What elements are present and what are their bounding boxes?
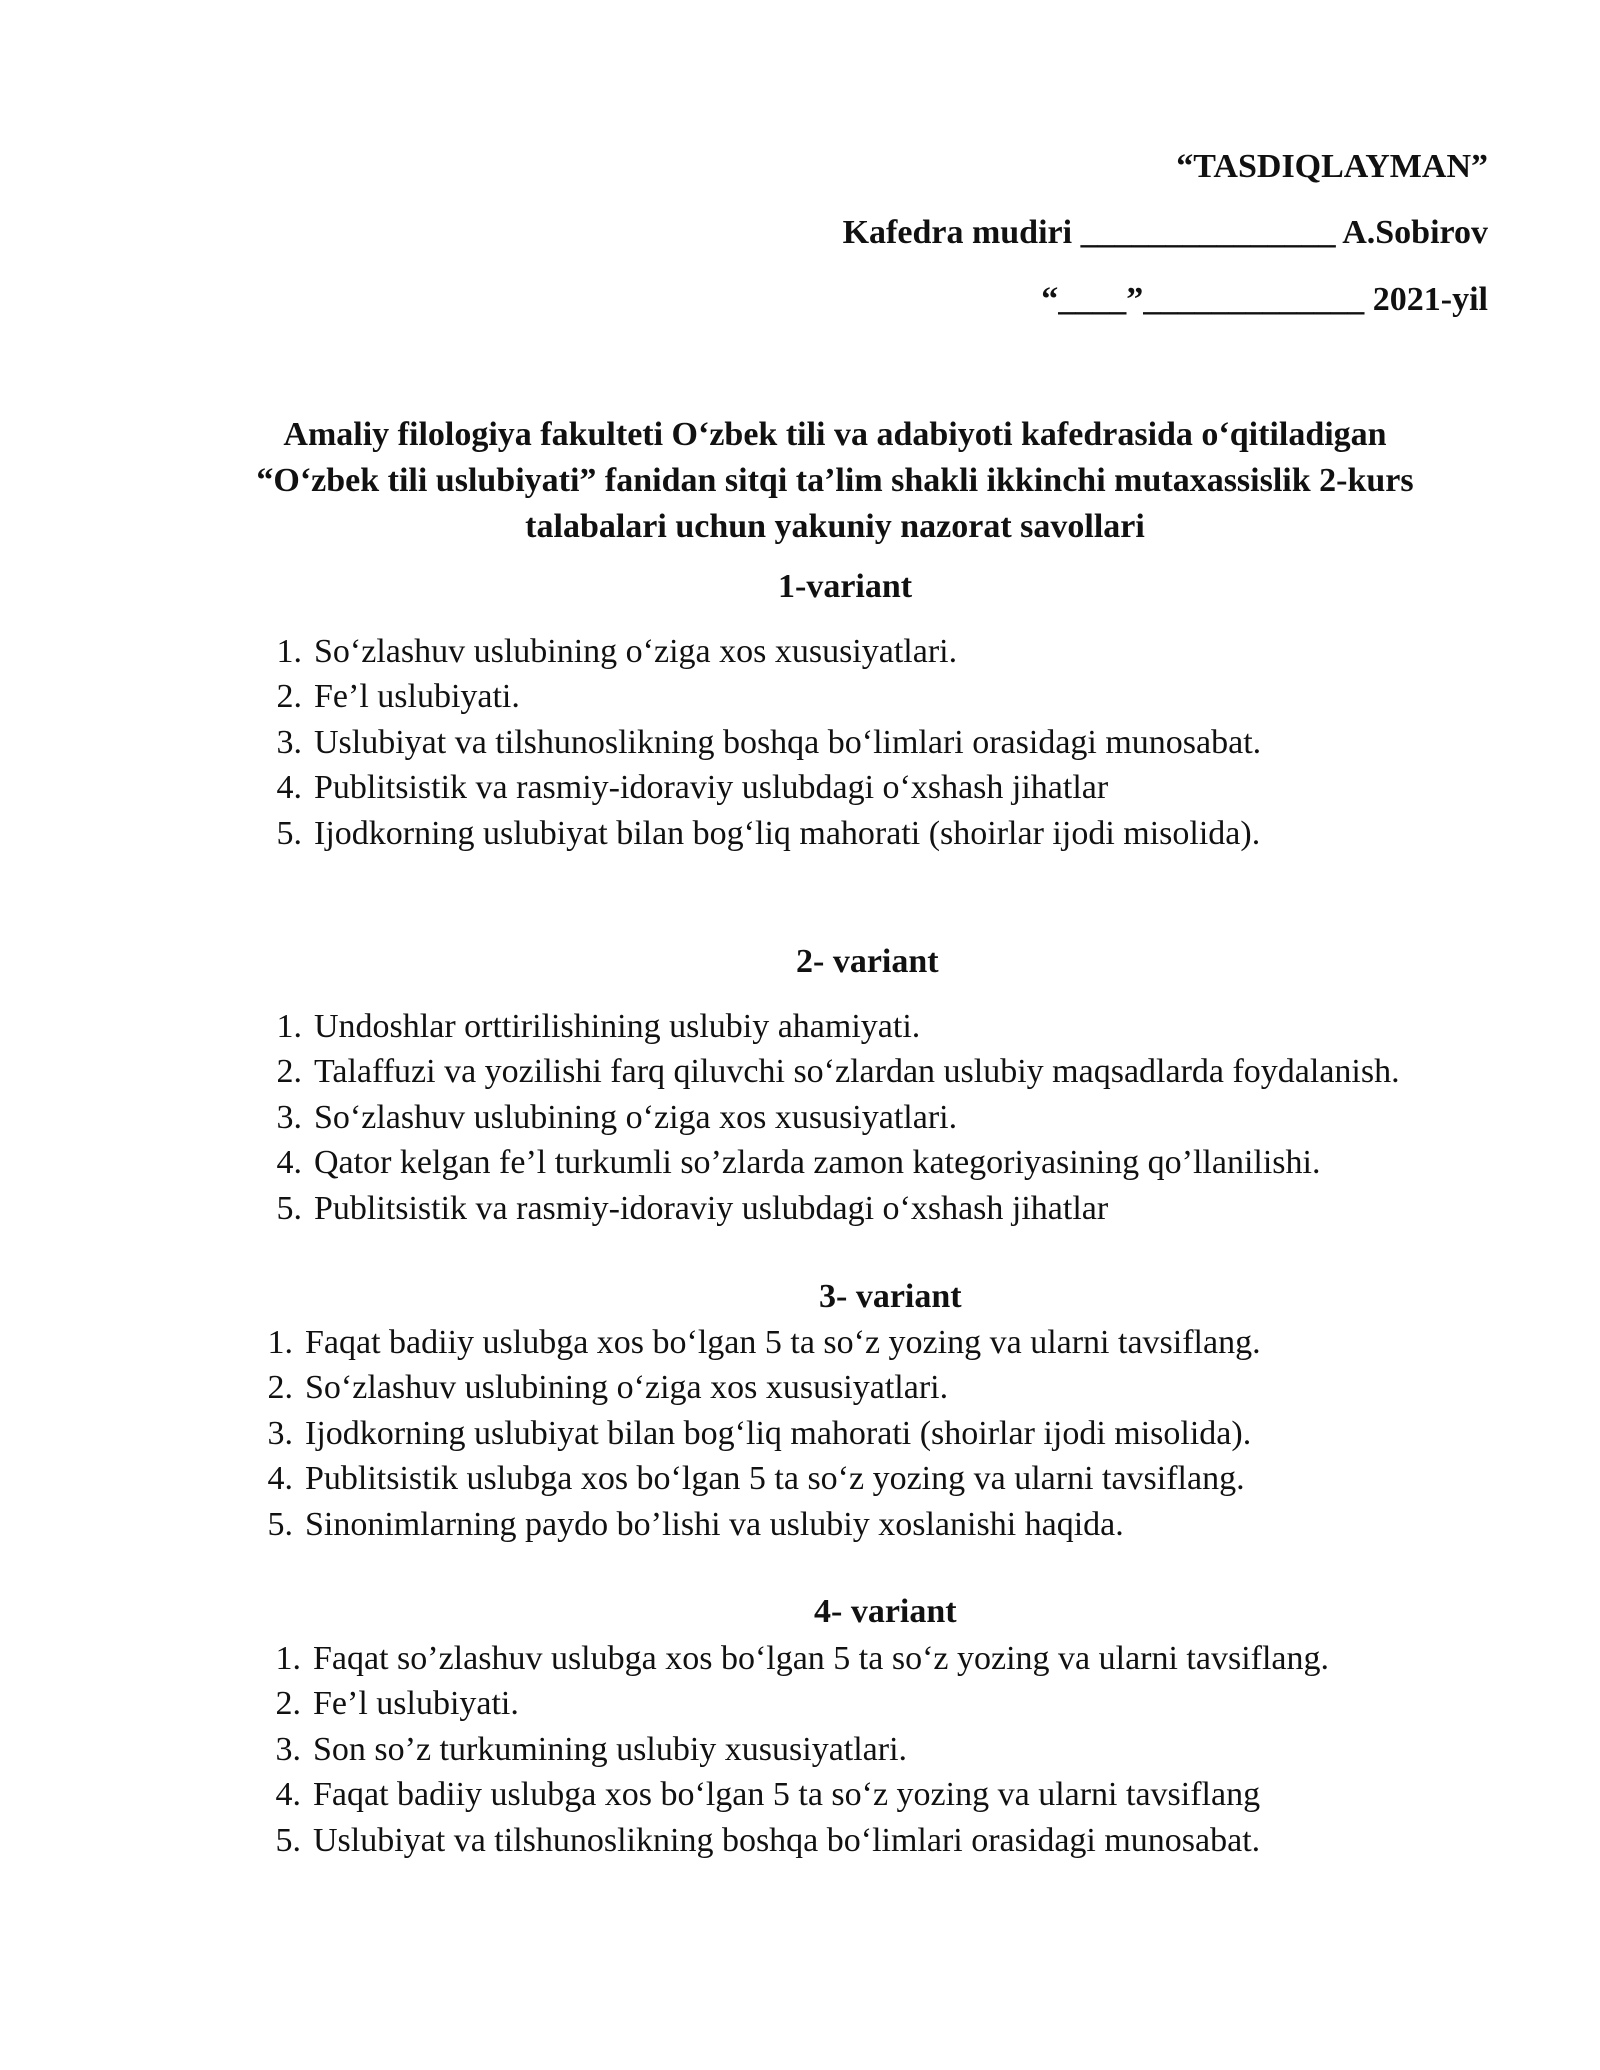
question-text: Talaffuzi va yozilishi farq qiluvchi so‘zlardan uslubiy maqsadlarda foydalanish. [314, 1053, 1400, 1091]
document-title-line-2: “O‘zbek tili uslubiyati” fanidan sitqi ta’lim shakli ikkinchi mutaxassislik 2-kurs [256, 462, 1414, 499]
question-text: Publitsistik uslubga xos bo‘lgan 5 ta so‘z yozing va ularni tavsiflang. [305, 1460, 1245, 1498]
list-item [254, 811, 1261, 856]
list-item [245, 1456, 1261, 1501]
question-text: Fe’l uslubiyati. [313, 1685, 519, 1723]
list-item [254, 1186, 1400, 1231]
variant-4-question-list [253, 1636, 1329, 1863]
question-text: Fe’l uslubiyati. [314, 678, 520, 716]
document-title-line-3: talabalari uchun yakuniy nazorat savollari [525, 508, 1145, 545]
question-text: So‘zlashuv uslubining o‘ziga xos xususiyatlari. [314, 1098, 958, 1136]
question-text: Faqat badiiy uslubga xos bo‘lgan 5 ta so‘z yozing va ularni tavsiflang. [305, 1324, 1261, 1361]
document-title-line-1: Amaliy filologiya fakulteti O‘zbek tili va adabiyoti kafedrasida o‘qitiladigan [283, 416, 1387, 453]
question-text: Qator kelgan fe’l turkumli so’zlarda zamon kategoriyasining qo’llanilishi. [314, 1144, 1321, 1182]
question-number: 5. [276, 1189, 302, 1227]
question-text: Undoshlar orttirilishining uslubiy ahamiyati. [314, 1008, 921, 1045]
list-item [253, 1772, 1329, 1817]
list-item [245, 1320, 1261, 1365]
list-item [245, 1502, 1261, 1547]
question-number: 1. [276, 1008, 302, 1045]
department-head-signature-line: Kafedra mudiri _______________ A.Sobirov [842, 214, 1488, 251]
variant-3-question-list [245, 1320, 1261, 1547]
question-number: 2. [276, 1053, 302, 1091]
question-text: Ijodkorning uslubiyat bilan bog‘liq mahorati (shoirlar ijodi misolida). [314, 814, 1261, 852]
list-item [254, 1004, 1400, 1049]
list-item [253, 1727, 1329, 1772]
variant-3-heading: 3- variant [819, 1278, 962, 1315]
question-text: Faqat so’zlashuv uslubga xos bo‘lgan 5 ta so‘z yozing va ularni tavsiflang. [313, 1640, 1329, 1677]
list-item [254, 1095, 1400, 1140]
question-text: Son so’z turkumining uslubiy xususiyatlari. [313, 1730, 908, 1768]
question-number: 4. [276, 1144, 302, 1182]
question-text: Ijodkorning uslubiyat bilan bog‘liq mahorati (shoirlar ijodi misolida). [305, 1414, 1252, 1452]
question-text: Uslubiyat va tilshunoslikning boshqa bo‘limlari orasidagi munosabat. [314, 723, 1262, 761]
question-text: Sinonimlarning paydo bo’lishi va uslubiy xoslanishi haqida. [305, 1505, 1124, 1543]
question-number: 3. [275, 1730, 301, 1768]
question-number: 5. [275, 1821, 301, 1859]
question-number: 3. [276, 723, 302, 761]
list-item [254, 1049, 1400, 1094]
question-text: Publitsistik va rasmiy-idoraviy uslubdagi o‘xshash jihatlar [314, 1189, 1109, 1227]
question-text: So‘zlashuv uslubining o‘ziga xos xususiyatlari. [305, 1369, 949, 1407]
question-number: 2. [275, 1685, 301, 1723]
question-number: 4. [275, 1776, 301, 1814]
question-number: 4. [276, 769, 302, 807]
document-title [200, 412, 1470, 550]
approval-date-line: “____”_____________ 2021-yil [1041, 281, 1488, 318]
approval-title: “TASDIQLAYMAN” [1176, 148, 1488, 185]
list-item [245, 1365, 1261, 1410]
variant-2-question-list [254, 1004, 1400, 1231]
question-text: Faqat badiiy uslubga xos bo‘lgan 5 ta so‘z yozing va ularni tavsiflang [313, 1776, 1261, 1814]
list-item [253, 1818, 1329, 1863]
question-number: 5. [276, 814, 302, 852]
list-item [254, 1140, 1400, 1185]
list-item [245, 1411, 1261, 1456]
list-item [254, 720, 1261, 765]
list-item [253, 1636, 1329, 1681]
question-text: Publitsistik va rasmiy-idoraviy uslubdagi o‘xshash jihatlar [314, 769, 1109, 807]
question-number: 1. [275, 1640, 301, 1677]
question-number: 1. [276, 633, 302, 670]
list-item [253, 1681, 1329, 1726]
list-item [254, 629, 1261, 674]
question-number: 1. [267, 1324, 293, 1361]
question-number: 2. [267, 1369, 293, 1407]
variant-1-heading: 1-variant [778, 568, 913, 605]
question-text: So‘zlashuv uslubining o‘ziga xos xususiyatlari. [314, 633, 958, 670]
question-number: 5. [267, 1505, 293, 1543]
list-item [254, 674, 1261, 719]
question-number: 4. [267, 1460, 293, 1498]
variant-4-heading: 4- variant [814, 1593, 957, 1630]
variant-2-heading: 2- variant [796, 943, 939, 980]
list-item [254, 765, 1261, 810]
question-number: 3. [267, 1414, 293, 1452]
question-text: Uslubiyat va tilshunoslikning boshqa bo‘limlari orasidagi munosabat. [313, 1821, 1261, 1859]
question-number: 3. [276, 1098, 302, 1136]
variant-1-question-list [254, 629, 1261, 856]
question-number: 2. [276, 678, 302, 716]
